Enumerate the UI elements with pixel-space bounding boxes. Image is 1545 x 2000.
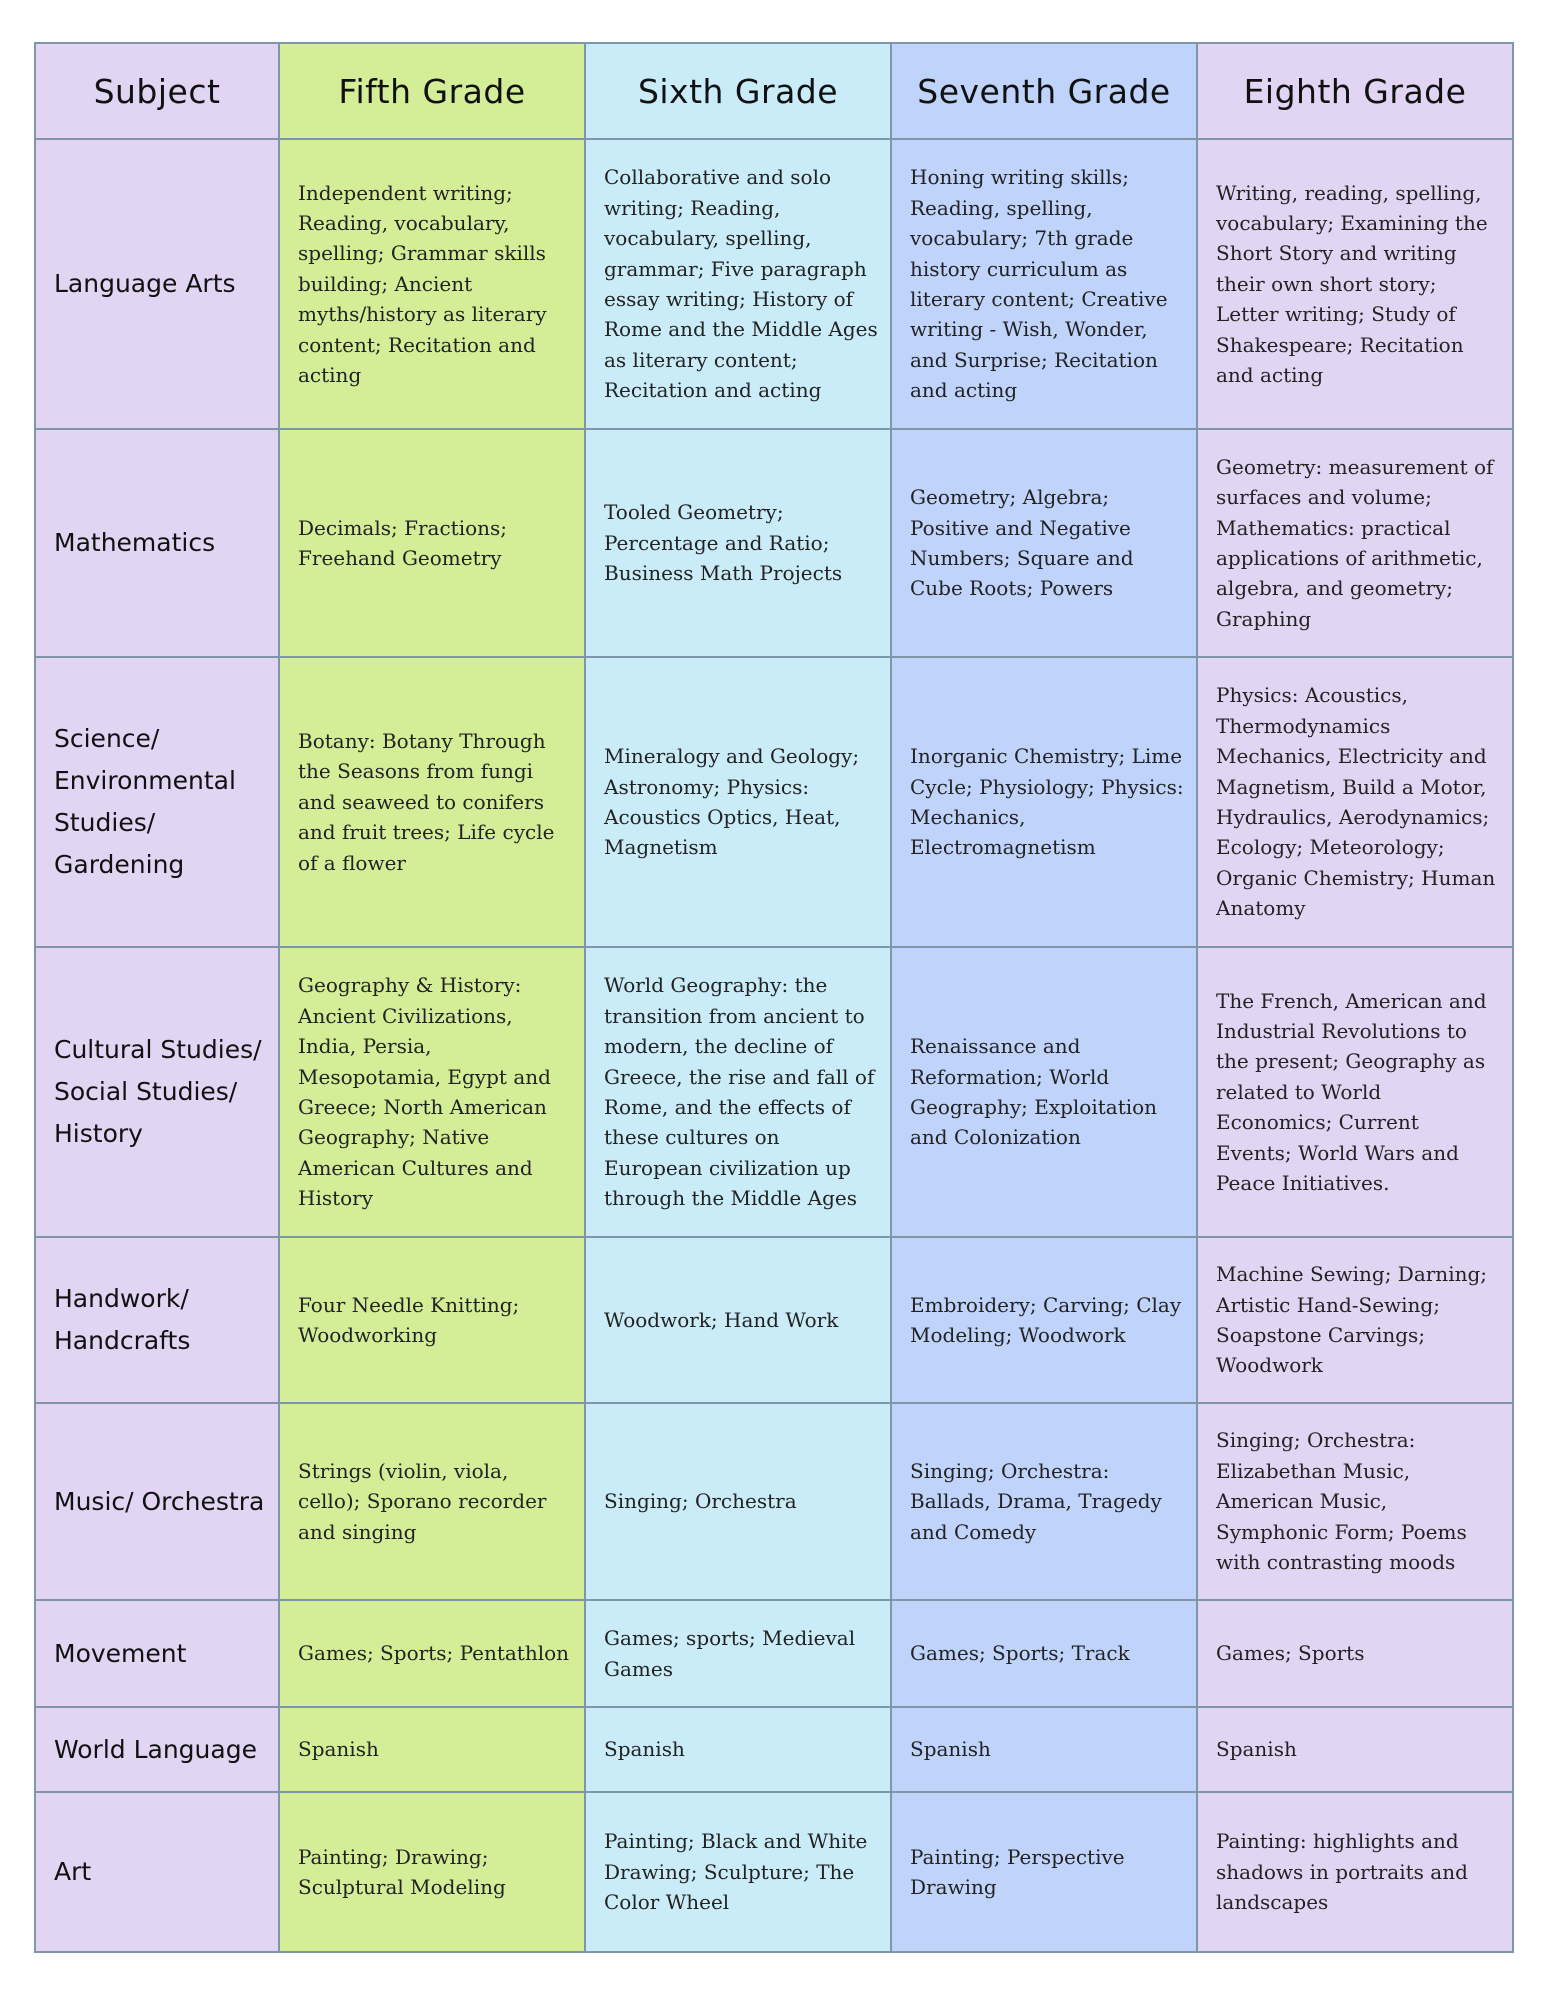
fifth-grade-cell: Four Needle Knitting; Woodworking [279, 1237, 585, 1403]
table-row [35, 1707, 1513, 1792]
seventh-grade-cell: Games; Sports; Track [891, 1600, 1197, 1707]
eighth-grade-cell: Physics: Acoustics, Thermodynamics Mechanics, Electricity and Magnetism, Build a Motor, Hydraulics, Aerodynamics; Ecology; Meteorology; Organic Chemistry; Human Anatomy [1197, 657, 1513, 947]
fifth-grade-cell: Painting; Drawing; Sculptural Modeling [279, 1792, 585, 1952]
subject-cell: Movement [35, 1600, 279, 1707]
seventh-grade-cell: Renaissance and Reformation; World Geography; Exploitation and Colonization [891, 947, 1197, 1237]
fifth-grade-cell: Spanish [279, 1707, 585, 1792]
table-row [35, 1600, 1513, 1707]
eighth-grade-cell: Machine Sewing; Darning; Artistic Hand-Sewing; Soapstone Carvings; Woodwork [1197, 1237, 1513, 1403]
fifth-grade-cell: Geography & History: Ancient Civilizations, India, Persia, Mesopotamia, Egypt and Greece; North American Geography; Native American Cultures and History [279, 947, 585, 1237]
curriculum-table [34, 42, 1514, 1953]
eighth-grade-cell: Spanish [1197, 1707, 1513, 1792]
table-row [35, 1792, 1513, 1952]
eighth-grade-cell: Singing; Orchestra: Elizabethan Music, American Music, Symphonic Form; Poems with contrasting moods [1197, 1403, 1513, 1600]
header-seventh-grade: Seventh Grade [891, 43, 1197, 139]
eighth-grade-cell: The French, American and Industrial Revolutions to the present; Geography as related to World Economics; Current Events; World Wars and Peace Initiatives. [1197, 947, 1513, 1237]
fifth-grade-cell: Botany: Botany Through the Seasons from fungi and seaweed to conifers and fruit trees; Life cycle of a flower [279, 657, 585, 947]
sixth-grade-cell: Painting; Black and White Drawing; Sculpture; The Color Wheel [585, 1792, 891, 1952]
table-row [35, 429, 1513, 657]
header-subject: Subject [35, 43, 279, 139]
seventh-grade-cell: Inorganic Chemistry; Lime Cycle; Physiology; Physics: Mechanics, Electromagnetism [891, 657, 1197, 947]
eighth-grade-cell: Games; Sports [1197, 1600, 1513, 1707]
seventh-grade-cell: Embroidery; Carving; Clay Modeling; Woodwork [891, 1237, 1197, 1403]
seventh-grade-cell: Painting; Perspective Drawing [891, 1792, 1197, 1952]
sixth-grade-cell: World Geography: the transition from ancient to modern, the decline of Greece, the rise and fall of Rome, and the effects of these cultures on European civilization up through the Middle Ages [585, 947, 891, 1237]
fifth-grade-cell: Decimals; Fractions; Freehand Geometry [279, 429, 585, 657]
fifth-grade-cell: Strings (violin, viola, cello); Sporano recorder and singing [279, 1403, 585, 1600]
seventh-grade-cell: Spanish [891, 1707, 1197, 1792]
sixth-grade-cell: Spanish [585, 1707, 891, 1792]
header-row [35, 43, 1513, 139]
sixth-grade-cell: Games; sports; Medieval Games [585, 1600, 891, 1707]
sixth-grade-cell: Mineralogy and Geology; Astronomy; Physics: Acoustics Optics, Heat, Magnetism [585, 657, 891, 947]
subject-cell: Art [35, 1792, 279, 1952]
subject-cell: World Language [35, 1707, 279, 1792]
eighth-grade-cell: Geometry: measurement of surfaces and volume; Mathematics: practical applications of arithmetic, algebra, and geometry; Graphing [1197, 429, 1513, 657]
sixth-grade-cell: Singing; Orchestra [585, 1403, 891, 1600]
fifth-grade-cell: Independent writing; Reading, vocabulary, spelling; Grammar skills building; Ancient myths/history as literary content; Recitation and acting [279, 139, 585, 429]
seventh-grade-cell: Singing; Orchestra: Ballads, Drama, Tragedy and Comedy [891, 1403, 1197, 1600]
sixth-grade-cell: Tooled Geometry; Percentage and Ratio; Business Math Projects [585, 429, 891, 657]
subject-cell: Science/ Environmental Studies/ Gardening [35, 657, 279, 947]
subject-cell: Cultural Studies/ Social Studies/ History [35, 947, 279, 1237]
table-row [35, 139, 1513, 429]
sixth-grade-cell: Collaborative and solo writing; Reading, vocabulary, spelling, grammar; Five paragraph essay writing; History of Rome and the Middle Ages as literary content; Recitation and acting [585, 139, 891, 429]
subject-cell: Music/ Orchestra [35, 1403, 279, 1600]
eighth-grade-cell: Writing, reading, spelling, vocabulary; Examining the Short Story and writing their own short story; Letter writing; Study of Shakespeare; Recitation and acting [1197, 139, 1513, 429]
sixth-grade-cell: Woodwork; Hand Work [585, 1237, 891, 1403]
header-eighth-grade: Eighth Grade [1197, 43, 1513, 139]
seventh-grade-cell: Honing writing skills; Reading, spelling, vocabulary; 7th grade history curriculum as literary content; Creative writing - Wish, Wonder, and Surprise; Recitation and acting [891, 139, 1197, 429]
subject-cell: Mathematics [35, 429, 279, 657]
eighth-grade-cell: Painting: highlights and shadows in portraits and landscapes [1197, 1792, 1513, 1952]
seventh-grade-cell: Geometry; Algebra; Positive and Negative Numbers; Square and Cube Roots; Powers [891, 429, 1197, 657]
subject-cell: Handwork/ Handcrafts [35, 1237, 279, 1403]
fifth-grade-cell: Games; Sports; Pentathlon [279, 1600, 585, 1707]
table-row [35, 1403, 1513, 1600]
table-row [35, 1237, 1513, 1403]
table-row [35, 947, 1513, 1237]
table-row [35, 657, 1513, 947]
subject-cell: Language Arts [35, 139, 279, 429]
header-fifth-grade: Fifth Grade [279, 43, 585, 139]
header-sixth-grade: Sixth Grade [585, 43, 891, 139]
